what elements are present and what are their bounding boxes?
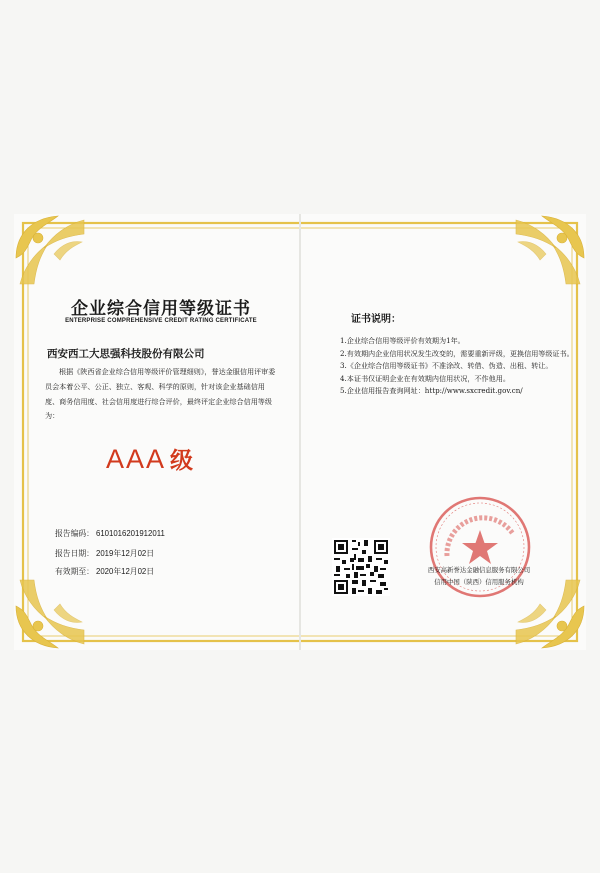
rating-grade: AAA — [106, 444, 167, 474]
report-date-value: 2019年12月02日 — [95, 549, 155, 558]
certificate-subtitle: ENTERPRISE COMPREHENSIVE CREDIT RATING CERTIFICATE — [65, 318, 257, 324]
report-number-label: 报告编码： — [55, 529, 94, 538]
notes-title: 证书说明： — [351, 314, 401, 325]
note-item: 1.企业综合信用等级评价有效期为1年。 — [340, 336, 465, 345]
report-date-row — [55, 548, 154, 559]
valid-until-label: 有效期至： — [55, 567, 94, 576]
credit-rating — [106, 442, 195, 475]
valid-until-row — [55, 566, 154, 577]
report-number-row — [55, 528, 165, 539]
certificate-sheet — [14, 214, 586, 650]
note-item: 4.本证书仅证明企业在有效期内信用状况，不作他用。 — [340, 373, 510, 383]
notes-list — [340, 335, 576, 398]
report-number-value: 6101016201912011 — [95, 529, 165, 538]
note-item: 2.有效期内企业信用状况发生改变的，需要重新评级，更换信用等级证书。 — [340, 348, 574, 358]
valid-until-value: 2020年12月02日 — [95, 567, 155, 576]
note-item: 3.《企业综合信用等级证书》不准涂改、转借、伪造、出租、转让。 — [340, 361, 553, 370]
qr-code[interactable] — [332, 538, 390, 596]
body-paragraph: 根据《陕西省企业综合信用等级评价管理细则》，誉达金服信用评审委员会本着公平、公正、独立、客观、科学的原则，针对该企业基础信用度、商务信用度、社会信用度进行综合评价，最终评定企业综合信用等级为： — [45, 367, 276, 421]
fold-line — [299, 214, 301, 650]
issuer-block — [409, 565, 549, 588]
certificate-title: 企业综合信用等级证书 — [71, 299, 251, 319]
issuer-name: 西安高新誉达金融信息服务有限公司 — [427, 566, 531, 574]
company-name: 西安西工大思强科技股份有限公司 — [47, 348, 205, 360]
issuer-agency: 信用中国（陕西）信用服务机构 — [434, 577, 524, 586]
report-date-label: 报告日期： — [55, 549, 94, 558]
note-item: 5.企业信用报告查询网址：http://www.sxcredit.gov.cn/ — [340, 386, 523, 395]
certificate-body-text — [45, 365, 277, 424]
rating-suffix: 级 — [170, 447, 196, 474]
